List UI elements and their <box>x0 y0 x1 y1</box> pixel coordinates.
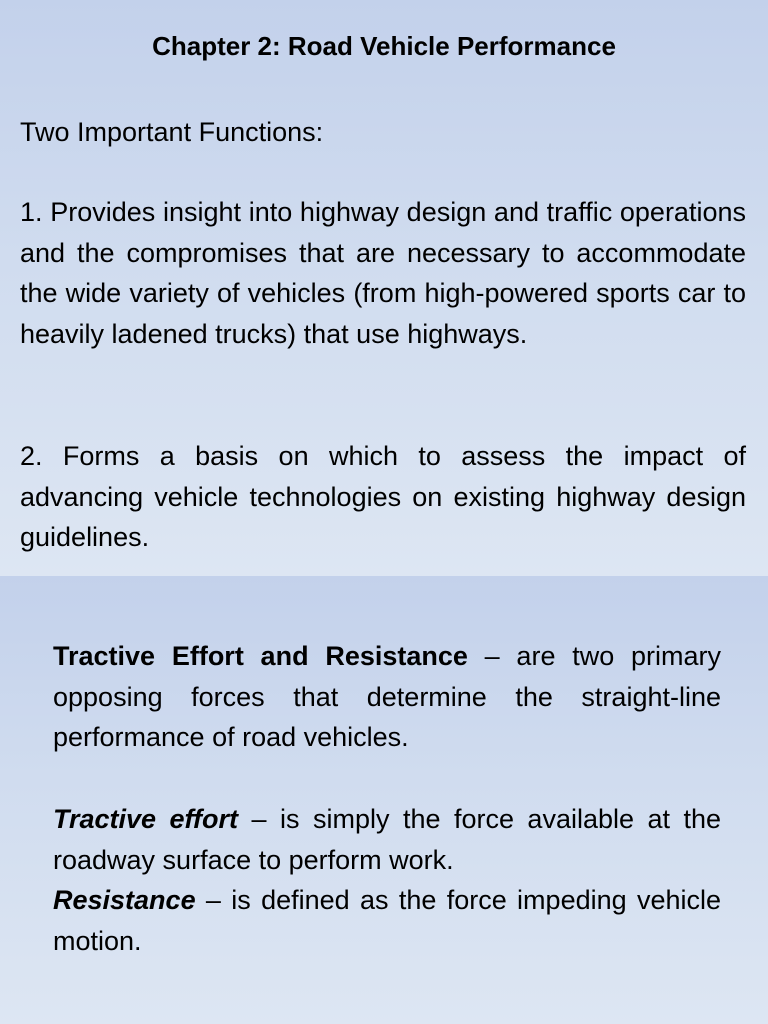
function-item-1: 1. Provides insight into highway design and traffic operations and the compromises that are necessary to accommodate the wide variety of vehicles (from high-powered sports car to heavily ladened trucks) that use highways. <box>20 197 746 349</box>
tractive-effort-term: Tractive effort <box>53 804 239 834</box>
definition-paragraph <box>53 636 721 758</box>
function-item-2: 2. Forms a basis on which to assess the impact of advancing vehicle technologies on existing highway design guidelines. <box>20 441 746 552</box>
tractive-effort-paragraph <box>53 799 721 880</box>
functions-subheading: Two Important Functions: <box>20 117 324 147</box>
resistance-text: – is defined as the force impeding vehicle motion. <box>53 885 721 956</box>
slide-title: Chapter 2: Road Vehicle Performance <box>152 31 616 61</box>
definition-term: Tractive Effort and Resistance <box>53 641 468 671</box>
resistance-term: Resistance <box>53 885 196 915</box>
resistance-paragraph <box>53 880 721 961</box>
slide-bottom <box>0 576 768 1024</box>
definition-text: – are two primary opposing forces that determine the straight-line performance of road vehicles. <box>53 641 721 752</box>
tractive-effort-text: – is simply the force available at the roadway surface to perform work. <box>53 804 721 875</box>
